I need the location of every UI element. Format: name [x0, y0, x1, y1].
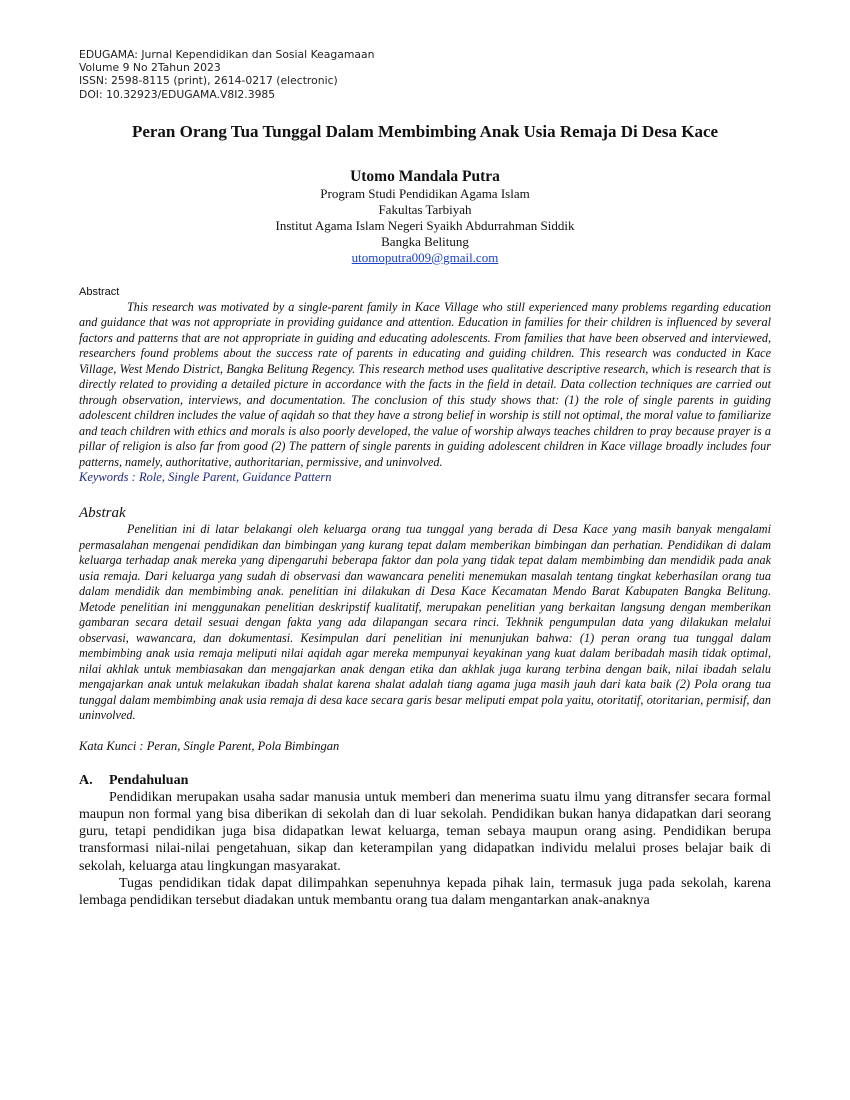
section-title: Pendahuluan — [109, 772, 189, 788]
section-heading — [79, 773, 771, 789]
journal-doi: DOI: 10.32923/EDUGAMA.V8I2.3985 — [79, 87, 276, 101]
author-name: Utomo Mandala Putra — [350, 167, 500, 185]
abstract-text: This research was motivated by a single-parent family in Kace Village who still experienced many problems regarding education and guidance that was not appropriate in providing guidance and attention. Education in families for their children is influenced by several factors and patterns that are not appropriate in guiding and educating adolescents. From families that have been observed and interviewed, researchers found problems about the success rate of parents in educating and guiding children. This research was conducted in Kace Village, West Mendo District, Bangka Belitung Regency. This research method uses qualitative descriptive research, which is research that is directly related to providing a detailed picture in accordance with the facts in the field in detail. Data collection techniques are carried out through observation, interviews, and documentation. The conclusion of this study shows that: (1) the role of single parents in guiding adolescent children includes the value of aqidah so that they have a strong belief in worship is still not optimal, the moral value to familiarize and teach children with ethics and morals is also poorly developed, the value of worship always teaches children to pray because prayer is a pillar of religion is also far from good (2) The pattern of single parents in guiding adolescent children in Kace village broadly includes four patterns, namely, authoritative, authoritarian, permissive, and uninvolved. — [79, 299, 771, 469]
author-email-link[interactable]: utomoputra009@gmail.com — [351, 249, 499, 265]
abstrak-text: Penelitian ini di latar belakangi oleh keluarga orang tua tunggal yang berada di Desa Kace yang masih banyak mengalami permasalahan mengenai pendidikan dan bimbingan yang kurang tepat dalam memberikan bimbingan dan perhatian. Pendidikan di dalam keluarga terhadap anak mereka yang dipengaruhi beberapa faktor dan pola yang tidak tepat dalam membimbing dan mendidik pada anak usia remaja. Dari keluarga yang sudah di observasi dan wawancara peneliti menemukan masalah tentang tingkat keberhasilan orang tua dalam mendidik dan membimbing anak. penelitian ini dilakukan di Desa Kace Kecamatan Mendo Barat Kabupaten Bangka Belitung. Metode penelitian ini menggunakan penelitian deskripstif kualitatif, merupakan penelitian yang berkaitan langsung dengan memberikan gambaran secara detail sesuai dengan fakta yang ada dilapangan secara rinci. Tekhnik pengumpulan data yang dilakukan melalui observasi, wawancara, dan dokumentasi. Kesimpulan dari penelitian ini menunjukan bahwa: (1) peran orang tua tunggal dalam membimbing anak usia remaja meliputi nilai aqidah agar mereka mempunyai keyakinan yang kuat dalam beribadah masih tidak optimal, nilai akhlak untuk membiasakan dan mengajarkan anak dengan etika dan akhlak juga kurang terbina dengan baik, nilai ibadah selalu mengajarkan anak untuk melakukan ibadah shalat karena shalat adalah tiang agama juga masih jauh dari kata baik (2) Pola orang tua tunggal dalam membimbing anak usia remaja di desa kace secara garis besar meliputi empat pola yaitu, otoritatif, otoritarian, permisif, dan uninvolved. — [79, 522, 771, 723]
affiliation-program: Program Studi Pendidikan Agama Islam — [320, 185, 530, 201]
journal-issn: ISSN: 2598-8115 (print), 2614-0217 (electronic) — [79, 74, 338, 88]
journal-name: EDUGAMA: Jurnal Kependidikan dan Sosial Keagamaan — [79, 48, 375, 61]
abstrak-keywords: Kata Kunci : Peran, Single Parent, Pola Bimbingan — [79, 738, 340, 753]
paper-title: Peran Orang Tua Tunggal Dalam Membimbing Anak Usia Remaja Di Desa Kace — [131, 121, 719, 141]
abstract-keywords: Keywords : Role, Single Parent, Guidance Pattern — [79, 470, 332, 485]
body-paragraph-2: Tugas pendidikan tidak dapat dilimpahkan sepenuhnya kepada pihak lain, termasuk juga pada sekolah, karena lembaga pendidikan tersebut diadakan untuk membantu orang tua dalam mengantarkan anak-anaknya — [79, 875, 771, 909]
journal-header — [79, 48, 771, 101]
affiliation-city: Bangka Belitung — [381, 233, 469, 249]
body-paragraph-1: Pendidikan merupakan usaha sadar manusia untuk memberi dan menerima suatu ilmu yang ditransfer secara formal maupun non formal yang bisa diberikan di sekolah dan di luar sekolah. Pendidikan bukan hanya didapatkan dari seorang guru, tetapi pendidikan juga bisa didapatkan lewat keluarga, teman sebaya maupun orang asing. Pendidikan berupa transformasi nilai-nilai pengetahuan, sikap dan keterampilan yang didapatkan individu melalui proses belajar baik di sekolah, keluarga atau lingkungan masyarakat. — [79, 789, 771, 874]
affiliation-institute: Institut Agama Islam Negeri Syaikh Abdurrahman Siddik — [275, 217, 575, 233]
section-number: A. — [79, 772, 93, 788]
journal-volume: Volume 9 No 2Tahun 2023 — [79, 61, 221, 75]
abstrak-heading: Abstrak — [79, 505, 126, 522]
affiliation-faculty: Fakultas Tarbiyah — [378, 201, 472, 217]
abstract-heading: Abstract — [79, 285, 120, 298]
author-affiliation — [79, 186, 771, 266]
paper-page — [79, 48, 771, 909]
